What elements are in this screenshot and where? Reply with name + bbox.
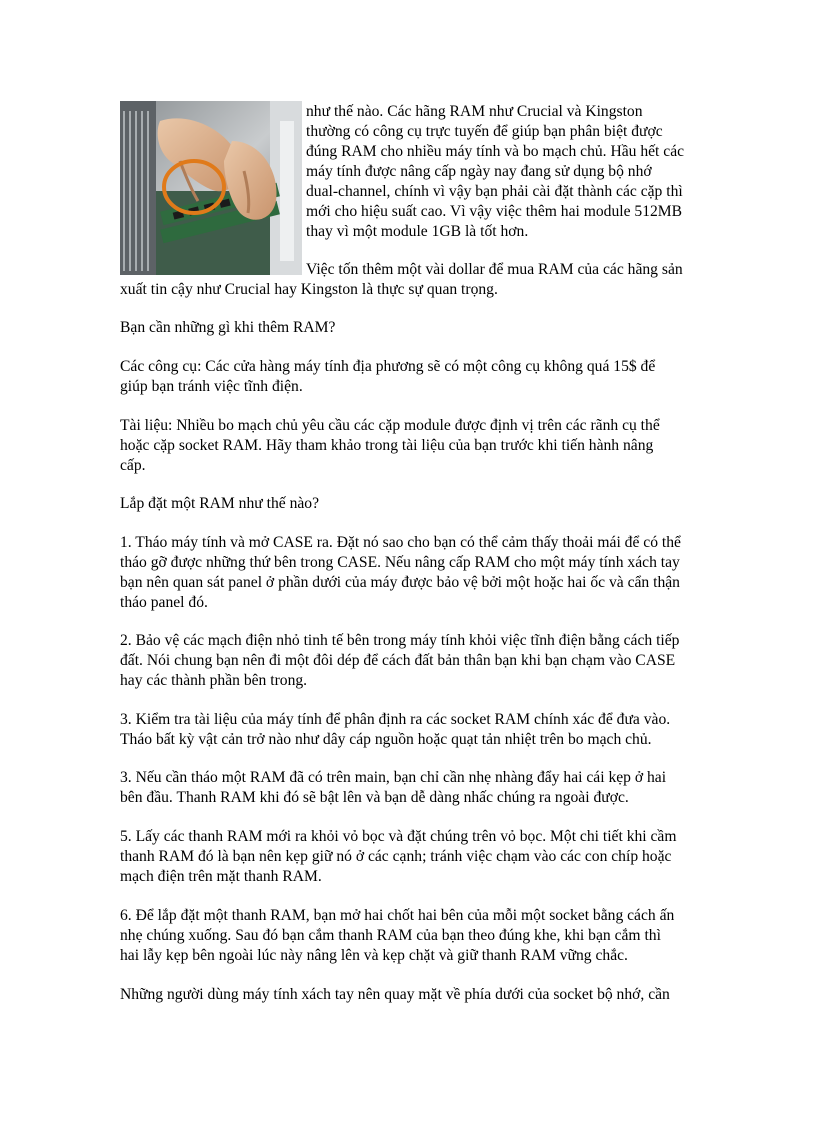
step2-line: 2. Bảo vệ các mạch điện nhỏ tinh tế bên trong máy tính khỏi việc tĩnh điện bằng cách tiếp (120, 632, 680, 649)
intro-line: dual-channel, chính vì vậy bạn phải cài đặt thành các cặp thì (306, 183, 683, 200)
intro-tail-line: xuất tin cậy như Crucial hay Kingston là thực sự quan trọng. (120, 281, 498, 298)
ram-install-photo (120, 101, 302, 275)
intro-tail-line: Việc tốn thêm một vài dollar để mua RAM của các hãng sản (306, 261, 683, 278)
step1-line: 1. Tháo máy tính và mở CASE ra. Đặt nó sao cho bạn có thể cảm thấy thoải mái để có thể (120, 534, 681, 551)
heading-what-you-need: Bạn cần những gì khi thêm RAM? (120, 319, 336, 336)
intro-line: máy tính được nâng cấp ngày nay đang sử dụng bộ nhớ (306, 163, 652, 180)
docs-line: hoặc cặp socket RAM. Hãy tham khảo trong tài liệu của bạn trước khi tiến hành nâng (120, 437, 654, 454)
docs-line: cấp. (120, 457, 146, 474)
heading-how-to-install: Lắp đặt một RAM như thế nào? (120, 495, 320, 512)
step6-line: 6. Để lắp đặt một thanh RAM, bạn mở hai chốt hai bên của mỗi một socket bằng cách ấn (120, 907, 675, 924)
intro-line: thay vì một module 1GB là tốt hơn. (306, 223, 529, 240)
step3b-line: bên đầu. Thanh RAM khi đó sẽ bật lên và bạn dễ dàng nhấc chúng ra ngoài được. (120, 789, 629, 806)
step5-line: 5. Lấy các thanh RAM mới ra khỏi vỏ bọc và đặt chúng trên vỏ bọc. Một chi tiết khi cầm (120, 828, 677, 845)
tools-line: Các công cụ: Các cửa hàng máy tính địa phương sẽ có một công cụ không quá 15$ để (120, 358, 656, 375)
step2-line: đất. Nói chung bạn nên đi một đôi dép để cách đất bản thân bạn khi bạn chạm vào CASE (120, 652, 676, 669)
step1-line: bạn nên quan sát panel ở phần dưới của máy được bảo vệ bởi một hoặc hai ốc và cẩn thận (120, 574, 680, 591)
step1-line: tháo panel đó. (120, 594, 208, 611)
intro-line: thường có công cụ trực tuyến để giúp bạn phân biệt được (306, 123, 663, 140)
intro-line: mới cho hiệu suất cao. Vì vậy việc thêm hai module 512MB (306, 203, 683, 220)
step2-line: hay các thành phần bên trong. (120, 672, 308, 689)
step6-line: nhẹ chúng xuống. Sau đó bạn cắm thanh RAM của bạn theo đúng khe, khi bạn cắm thì (120, 927, 661, 944)
step3b-line: 3. Nếu cần tháo một RAM đã có trên main, bạn chỉ cần nhẹ nhàng đẩy hai cái kẹp ở hai (120, 769, 667, 786)
step3a-line: Tháo bất kỳ vật cản trở nào như dây cáp nguồn hoặc quạt tản nhiệt trên bo mạch chủ. (120, 731, 652, 748)
step5-line: thanh RAM đó là bạn nên kẹp giữ nó ở các cạnh; tránh việc chạm vào các con chíp hoặc (120, 848, 672, 865)
tools-line: giúp bạn tránh việc tĩnh điện. (120, 378, 303, 395)
step3a-line: 3. Kiểm tra tài liệu của máy tính để phân định ra các socket RAM chính xác để đưa vào. (120, 711, 671, 728)
intro-line: như thế nào. Các hãng RAM như Crucial và Kingston (306, 103, 643, 120)
docs-line: Tài liệu: Nhiều bo mạch chủ yêu cầu các cặp module được định vị trên các rãnh cụ thể (120, 417, 660, 434)
laptop-line: Những người dùng máy tính xách tay nên quay mặt về phía dưới của socket bộ nhớ, cần (120, 986, 670, 1003)
step6-line: hai lẫy kẹp bên ngoài lúc này nâng lên và kẹp chặt và giữ thanh RAM vững chắc. (120, 947, 628, 964)
step1-line: tháo gỡ được những thứ bên trong CASE. Nếu nâng cấp RAM cho một máy tính xách tay (120, 554, 680, 571)
step5-line: mạch điện trên mặt thanh RAM. (120, 868, 322, 885)
intro-line: đúng RAM cho nhiều máy tính và bo mạch chủ. Hầu hết các (306, 143, 685, 160)
